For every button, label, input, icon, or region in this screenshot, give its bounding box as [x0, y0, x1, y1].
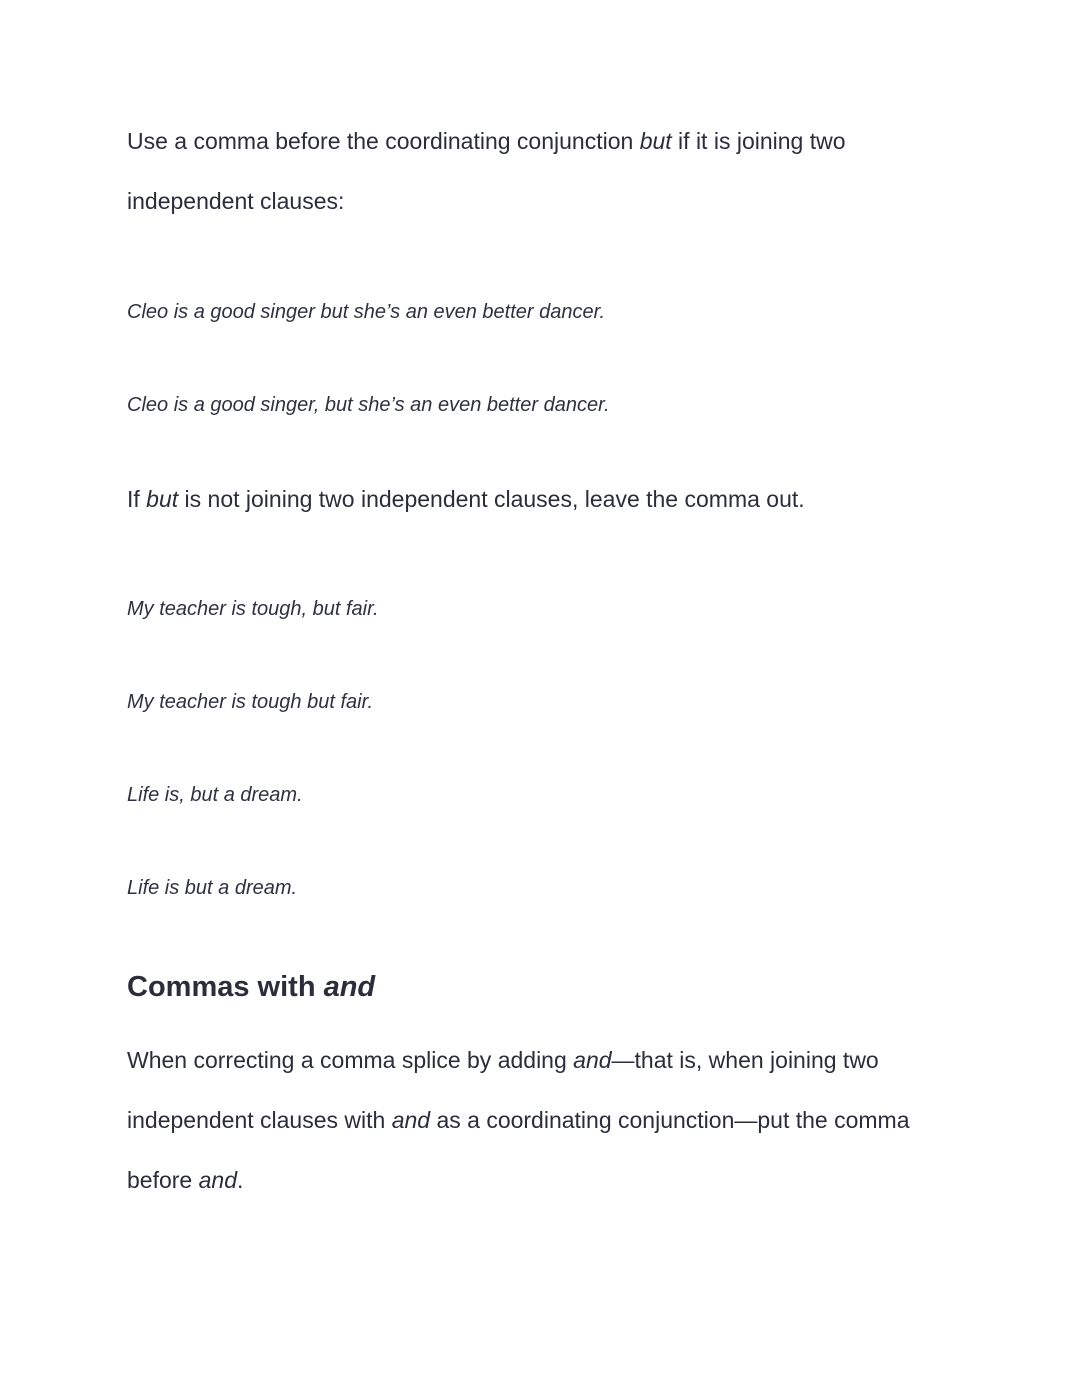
example-sentence: Life is but a dream. [127, 877, 298, 899]
emphasis-and: and [573, 1047, 612, 1073]
example-sentence: Cleo is a good singer but she’s an even better dancer. [127, 301, 606, 323]
intro-paragraph: Use a comma before the coordinating conjunction but if it is joining two independent clauses: [127, 128, 846, 214]
rule-paragraph: If but is not joining two independent clauses, leave the comma out. [127, 486, 805, 512]
emphasis-and: and [198, 1167, 237, 1193]
emphasis-and: and [323, 971, 376, 1003]
example-sentence: Life is, but a dream. [127, 784, 303, 806]
section-heading: Commas with and [127, 971, 376, 1003]
example-sentence: My teacher is tough but fair. [127, 691, 374, 713]
example-sentence: Cleo is a good singer, but she’s an even better dancer. [127, 394, 610, 416]
emphasis-but: but [639, 128, 672, 154]
emphasis-and: and [391, 1107, 431, 1133]
emphasis-but: but [146, 486, 179, 512]
and-rule-paragraph: When correcting a comma splice by adding and—that is, when joining two independent clauses with and as a coordinating conjunction—put the comma before and. [127, 1047, 910, 1193]
example-sentence: My teacher is tough, but fair. [127, 598, 379, 620]
